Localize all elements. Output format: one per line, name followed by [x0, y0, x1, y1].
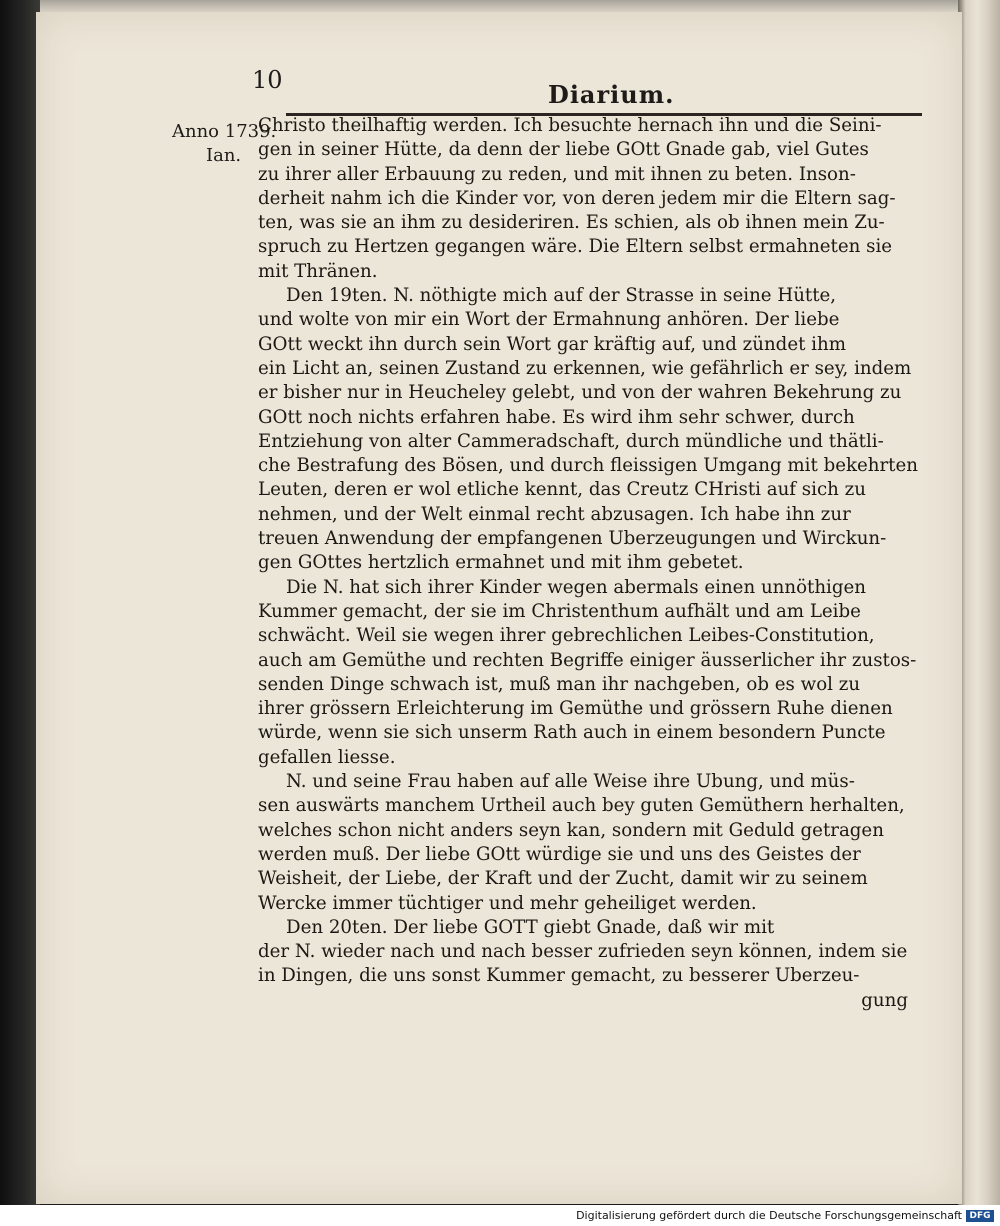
text-line: Die N. hat sich ihrer Kinder wegen abermals einen unnöthigen	[286, 576, 866, 598]
text-line: gen in seiner Hütte, da denn der liebe GOtt Gnade gab, viel Gutes	[258, 139, 869, 161]
text-line: nehmen, und der Welt einmal recht abzusagen. Ich habe ihn zur	[258, 503, 851, 525]
text-line: senden Dinge schwach ist, muß man ihr nachgeben, ob es wol zu	[258, 673, 861, 695]
text-line: gen GOttes hertzlich ermahnet und mit ihm gebetet.	[258, 552, 744, 574]
page-number: 10	[252, 66, 283, 94]
text-line: sen auswärts manchem Urtheil auch bey guten Gemüthern herhalten,	[258, 795, 905, 817]
text-line: spruch zu Hertzen gegangen wäre. Die Eltern selbst ermahneten sie	[258, 236, 893, 258]
text-line: er bisher nur in Heucheley gelebt, und von der wahren Bekehrung zu	[258, 382, 902, 404]
text-line: Leuten, deren er wol etliche kennt, das Creutz CHristi auf sich zu	[258, 479, 866, 501]
text-line: che Bestrafung des Bösen, und durch fleissigen Umgang mit bekehrten	[258, 455, 918, 477]
text-line: welches schon nicht anders seyn kan, sondern mit Geduld getragen	[258, 819, 884, 841]
text-line: zu ihrer aller Erbauung zu reden, und mit ihnen zu beten. Inson-	[258, 163, 856, 185]
text-line: GOtt noch nichts erfahren habe. Es wird ihm sehr schwer, durch	[258, 406, 855, 428]
text-line: auch am Gemüthe und rechten Begriffe einiger äusserlicher ihr zustos-	[258, 649, 917, 671]
text-line: ten, was sie an ihm zu desideriren. Es schien, als ob ihnen mein Zu-	[258, 212, 885, 234]
text-line: gefallen liesse.	[258, 746, 396, 768]
page-stack-edge	[958, 0, 1000, 1205]
dfg-logo: DFG	[966, 1210, 994, 1222]
footer-credit: Digitalisierung gefördert durch die Deutsche Forschungsgemeinschaft	[576, 1209, 962, 1222]
text-line: und wolte von mir ein Wort der Ermahnung anhören. Der liebe	[258, 309, 840, 331]
text-line: derheit nahm ich die Kinder vor, von deren jedem mir die Eltern sag-	[258, 187, 896, 209]
text-line: Wercke immer tüchtiger und mehr geheiliget werden.	[258, 892, 757, 914]
text-line: Den 19ten. N. nöthigte mich auf der Strasse in seine Hütte,	[286, 285, 837, 307]
text-line: Entziehung von alter Cammeradschaft, durch mündliche und thätli-	[258, 430, 884, 452]
margin-note-year: Anno 1739.	[172, 121, 277, 142]
text-line: mit Thränen.	[258, 260, 378, 282]
body-text	[258, 114, 920, 1013]
text-line: Kummer gemacht, der sie im Christenthum aufhält und am Leibe	[258, 600, 861, 622]
text-line: GOtt weckt ihn durch sein Wort gar kräftig auf, und zündet ihm	[258, 333, 846, 355]
text-line: N. und seine Frau haben auf alle Weise ihre Ubung, und müs-	[286, 771, 855, 793]
text-line: Den 20ten. Der liebe GOTT giebt Gnade, daß wir mit	[286, 916, 775, 938]
text-line: Christo theilhaftig werden. Ich besuchte hernach ihn und die Seini-	[258, 115, 882, 136]
footer-bar	[0, 1205, 1000, 1226]
text-line: würde, wenn sie sich unserm Rath auch in einem besondern Puncte	[258, 722, 886, 744]
text-line: schwächt. Weil sie wegen ihrer gebrechlichen Leibes-Constitution,	[258, 625, 875, 647]
text-line: treuen Anwendung der empfangenen Uberzeugungen und Wirckun-	[258, 528, 887, 550]
margin-note-month: Ian.	[206, 145, 242, 166]
text-line: Weisheit, der Liebe, der Kraft und der Zucht, damit wir zu seinem	[258, 868, 868, 890]
text-line: ihrer grössern Erleichterung im Gemüthe und grössern Ruhe dienen	[258, 698, 893, 720]
text-line: werden muß. Der liebe GOtt würdige sie und uns des Geistes der	[258, 843, 861, 865]
running-head: Diarium.	[548, 80, 675, 109]
text-line: der N. wieder nach und nach besser zufrieden seyn können, indem sie	[258, 941, 908, 963]
book-spine-shadow	[0, 0, 40, 1205]
text-line: in Dingen, die uns sonst Kummer gemacht, zu besserer Uberzeu-	[258, 965, 860, 987]
text-line: gung	[861, 989, 908, 1011]
page-top-edge	[40, 0, 1000, 12]
text-line: ein Licht an, seinen Zustand zu erkennen, wie gefährlich er sey, indem	[258, 357, 912, 379]
